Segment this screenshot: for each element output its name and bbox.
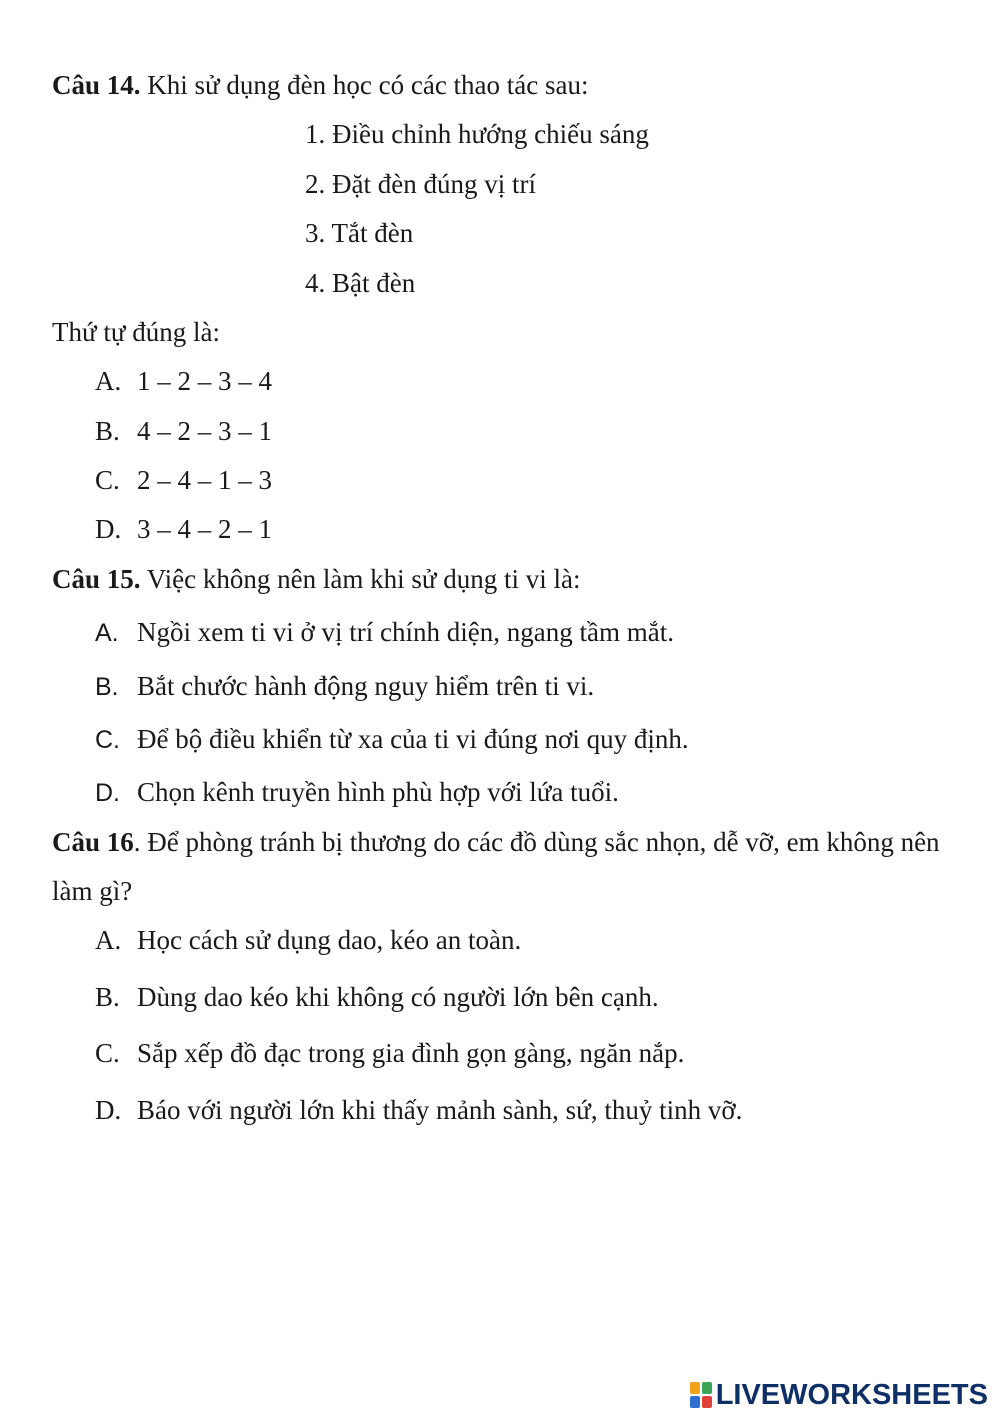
option-text: Dùng dao kéo khi không có người lớn bên cạnh. [137, 982, 659, 1012]
option-letter: B. [95, 673, 119, 701]
option-letter: B. [95, 416, 120, 446]
option-letter: A. [95, 366, 122, 396]
question-14-label: Câu 14. [52, 70, 141, 100]
q15-option-c[interactable] [95, 722, 689, 757]
question-15-label: Câu 15. [52, 564, 141, 594]
option-letter: A. [95, 619, 119, 647]
q15-option-d[interactable] [95, 775, 619, 810]
question-14-text: Khi sử dụng đèn học có các thao tác sau: [140, 70, 589, 100]
q14-option-c[interactable] [95, 463, 272, 497]
option-letter: C. [95, 1038, 120, 1068]
option-letter: D. [95, 779, 120, 807]
step-4: 4. Bật đèn [305, 268, 416, 298]
q16-option-b[interactable] [95, 980, 659, 1014]
question-14 [52, 68, 589, 102]
option-text: Sắp xếp đồ đạc trong gia đình gọn gàng, ngăn nắp. [137, 1038, 685, 1068]
step-2: 2. Đặt đèn đúng vị trí [305, 169, 536, 199]
question-16-text-continued: làm gì? [52, 876, 133, 906]
option-letter: D. [95, 514, 122, 544]
q14-option-d[interactable] [95, 512, 272, 546]
option-letter: C. [95, 465, 120, 495]
option-text: Báo với người lớn khi thấy mảnh sành, sứ, thuỷ tinh vỡ. [137, 1095, 743, 1125]
question-15 [52, 562, 580, 596]
option-text: Chọn kênh truyền hình phù hợp với lứa tuổi. [137, 777, 619, 807]
question-16-label: Câu 16 [52, 827, 134, 857]
option-text: 1 – 2 – 3 – 4 [137, 366, 272, 396]
option-text: Bắt chước hành động nguy hiểm trên ti vi. [137, 671, 595, 701]
q16-option-a[interactable] [95, 923, 521, 957]
option-text: 3 – 4 – 2 – 1 [137, 514, 272, 544]
q14-option-b[interactable] [95, 414, 272, 448]
q14-option-a[interactable] [95, 364, 272, 398]
question-16-text: . Để phòng tránh bị thương do các đồ dùng sắc nhọn, dễ vỡ, em không nên [133, 827, 940, 857]
option-letter: A. [95, 925, 122, 955]
option-text: Ngồi xem ti vi ở vị trí chính diện, ngang tầm mắt. [137, 617, 674, 647]
question-16 [52, 825, 940, 859]
question-15-text: Việc không nên làm khi sử dụng ti vi là: [140, 564, 581, 594]
q16-option-c[interactable] [95, 1036, 684, 1070]
liveworksheets-logo [690, 1380, 988, 1410]
option-letter: C. [95, 726, 120, 754]
option-letter: D. [95, 1095, 122, 1125]
q15-option-a[interactable] [95, 615, 674, 650]
question-14-prompt: Thứ tự đúng là: [52, 317, 220, 347]
step-3: 3. Tắt đèn [305, 218, 414, 248]
step-1: 1. Điều chỉnh hướng chiếu sáng [305, 119, 649, 149]
option-text: 2 – 4 – 1 – 3 [137, 465, 272, 495]
option-letter: B. [95, 982, 120, 1012]
logo-icon [690, 1382, 712, 1408]
logo-text: LIVEWORKSHEETS [715, 1378, 988, 1411]
q16-option-d[interactable] [95, 1093, 742, 1127]
option-text: Học cách sử dụng dao, kéo an toàn. [137, 925, 522, 955]
option-text: 4 – 2 – 3 – 1 [137, 416, 272, 446]
q15-option-b[interactable] [95, 669, 594, 704]
option-text: Để bộ điều khiển từ xa của ti vi đúng nơi quy định. [137, 724, 689, 754]
